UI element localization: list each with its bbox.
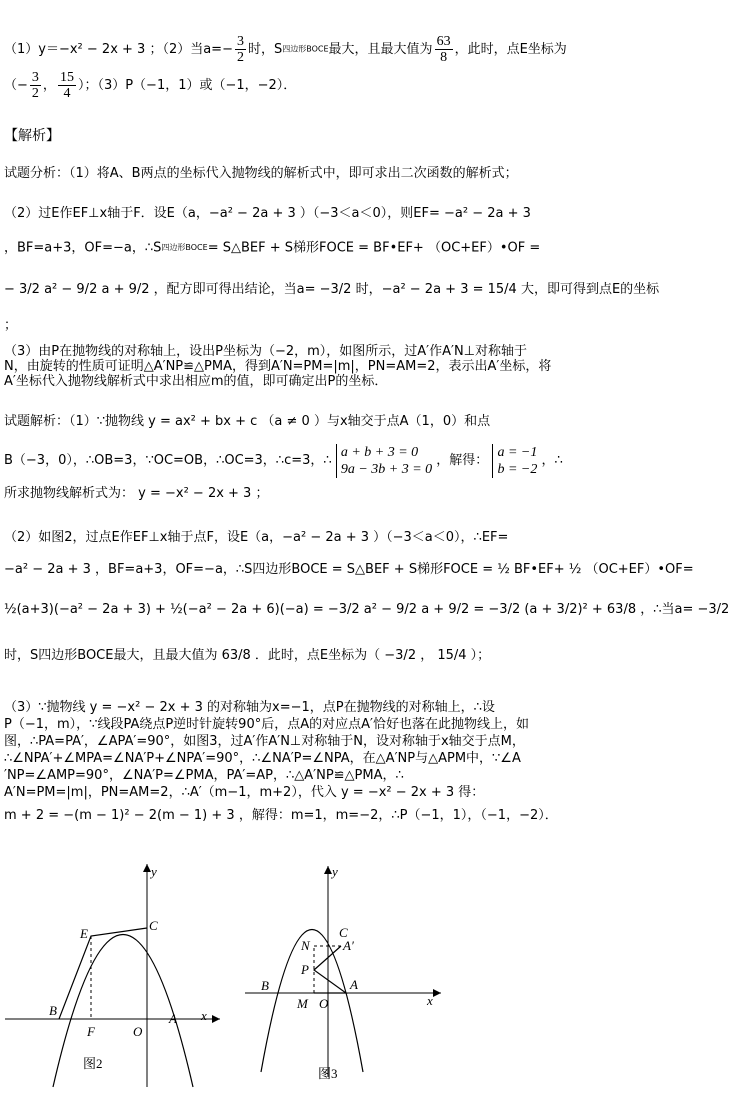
fraction-max: $\frac{63}{8}$ (436, 34, 451, 65)
fig2-caption: 图2 (83, 1056, 103, 1071)
answer-part-2: 时，S (247, 42, 283, 57)
answer-part-7: ）；（3）P（−1，1）或（−1，−2）． (77, 78, 297, 93)
answer-part-6: ， (42, 78, 56, 93)
analysis-line-4: − 3/2 a² − 9/2 a + 9/2 ，配方即可得出结论，当a= −3/2 时，−a² − 2a + 3 = 15/4 大，即可得到点E的坐标 (4, 282, 660, 297)
answer-part-5: （ (4, 78, 18, 93)
fig3-label-o: O (319, 996, 329, 1011)
fig3-label-b: B (261, 978, 269, 993)
solution-line-10: 图，∴PA=PA′，∠APA′=90°，如图3，过A′作A′N⊥对称轴于N，设对称轴于x轴交于点M， (4, 734, 525, 749)
fraction-a-value: $\frac{3}{2}$ (236, 34, 244, 65)
fig3-label-m: M (297, 996, 308, 1011)
fig2-label-f: F (87, 1024, 95, 1039)
answer-part-1: （1）y＝−x² − 2x + 3 ；（2）当a= (4, 42, 223, 57)
solution-2a: B（−3，0），∴OB=3，∵OC=OB，∴OC=3，∴c=3，∴ (4, 453, 332, 468)
fig3-caption: 图3 (318, 1066, 338, 1081)
fraction-e-y: $\frac{15}{4}$ (59, 70, 74, 101)
system-2-eq-2: b = −2 (497, 462, 538, 477)
analysis-line-5: ； (4, 318, 18, 333)
analysis-line-3 (4, 240, 626, 257)
section-heading: 【解析】 (4, 128, 60, 144)
solution-line-4: （2）如图2，过点E作EF⊥x轴于点F，设E（a，−a² − 2a + 3 ）（−3＜a＜0），∴EF= (4, 530, 509, 545)
answer-part-4: ，此时，点E坐标为 (454, 42, 567, 57)
fig3-y-arrow (324, 866, 332, 874)
fig3-x-arrow (433, 989, 441, 997)
fig2-quad-lines (59, 928, 147, 1019)
solution-line-3: 所求抛物线解析式为： y = −x² − 2x + 3 ； (4, 486, 269, 501)
answer-a-sign: − (222, 42, 233, 57)
solution-line-14: m + 2 = −(m − 1)² − 2(m − 1) + 3 ，解得：m=1，m=−2，∴P（−1，1），（−1，−2）． (4, 808, 558, 823)
solution-line-9: P（−1，m），∵线段PA绕点P逆时针旋转90°后，点A的对应点A′恰好也落在此抛物线上，如 (4, 717, 529, 732)
solution-line-11: ∴∠NPA′+∠MPA=∠NA′P+∠NPA′=90°，∴∠NA′P=∠NPA，在△A′NP与△APM中，∵∠A (4, 751, 521, 766)
figure-3 (245, 862, 445, 1087)
system-1-eq-2: 9a − 3b + 3 = 0 (340, 462, 433, 477)
figure-2 (5, 862, 245, 1092)
solution-line-5: −a² − 2a + 3 ，BF=a+3，OF=−a，∴S四边形BOCE = S△BEF + S梯形FOCE = ½ BF•EF+ ½ （OC+EF）•OF= (4, 562, 694, 577)
analysis-3b: = S△BEF + S梯形FOCE = (207, 240, 370, 256)
analysis-3d: （OC+EF）•OF = (427, 240, 541, 256)
analysis-3a: ，BF=a+3，OF=−a，∴S (4, 240, 162, 256)
solution-line-7: 时，S四边形BOCE最大，且最大值为 63/8 ．此时，点E坐标为（ −3/2 ， 15/4 ）； (4, 648, 491, 663)
answer-line-1 (4, 34, 626, 65)
analysis-line-8: A′坐标代入抛物线解析式中求出相应m的值，即可确定出P的坐标． (4, 374, 388, 389)
solution-line-2 (4, 444, 626, 480)
analysis-line-1: 试题分析：（1）将A、B两点的坐标代入抛物线的解析式中，即可求出二次函数的解析式； (4, 166, 518, 181)
system-1-eq-1: a + b + 3 = 0 (340, 445, 419, 460)
equation-system-1 (336, 444, 432, 478)
solution-line-6: ½(a+3)(−a² − 2a + 3) + ½(−a² − 2a + 6)(−a) = −3/2 a² − 9/2 a + 9/2 = −3/2 (a + 3/2)² + 63/8 ，∴当a= −3/2 (4, 602, 729, 617)
answer-line-2 (4, 70, 626, 101)
analysis-line-6: （3）由P在抛物线的对称轴上，设出P坐标为（−2，m），如图所示，过A′作A′N⊥对称轴于 (4, 344, 528, 359)
analysis-line-2: （2）过E作EF⊥x轴于F．设E（a，−a² − 2a + 3 ）（−3＜a＜0），则EF= −a² − 2a + 3 (4, 206, 531, 221)
equation-system-2 (492, 444, 537, 478)
solution-line-12: ′NP=∠AMP=90°，∠NA′P=∠PMA，PA′=AP，∴△A′NP≌△PMA，∴ (4, 768, 404, 783)
fig2-label-a: A (169, 1011, 177, 1026)
solution-line-13: A′N=PM=|m|，PN=AM=2，∴A′（m−1，m+2），代入 y = −x² − 2x + 3 得： (4, 785, 485, 800)
fig3-label-y: y (332, 864, 338, 879)
fig2-label-b: B (49, 1003, 57, 1018)
subscript-quad-2: 四边形BOCE (161, 243, 208, 252)
fig2-label-o: O (133, 1024, 143, 1039)
analysis-3c: BF•EF+ (373, 240, 424, 256)
fig3-label-n: N (301, 938, 310, 953)
fig3-label-a: A (350, 977, 358, 992)
subscript-quad: 四边形BOCE (282, 44, 329, 54)
solution-2c: ，解得： (436, 453, 489, 468)
fig2-label-y: y (151, 864, 157, 879)
analysis-line-7: N，由旋转的性质可证明△A′NP≌△PMA，得到A′N=PM=|m|，PN=AM=2，表示出A′坐标，将 (4, 359, 552, 374)
fig2-x-arrow (212, 1015, 220, 1023)
solution-line-1: 试题解析：（1）∵抛物线 y = ax² + bx + c （a ≠ 0 ）与x轴交于点A（1，0）和点 (4, 414, 491, 429)
answer-x-sign: − (17, 78, 28, 93)
fig2-label-x: x (201, 1008, 207, 1023)
fig3-label-x: x (427, 993, 433, 1008)
fig2-y-arrow (143, 864, 151, 872)
system-2-eq-1: a = −1 (497, 445, 538, 460)
fig3-label-a-prime: A′ (343, 938, 354, 953)
fig3-label-p: P (301, 962, 309, 977)
fig3-triangle-lines (314, 946, 346, 993)
fig2-label-e: E (80, 926, 88, 941)
solution-line-8: （3）∵抛物线 y = −x² − 2x + 3 的对称轴为x=−1，点P在抛物线的对称轴上，∴设 (4, 700, 495, 715)
solution-2e: ，∴ (541, 453, 563, 468)
fig2-label-c: C (149, 918, 158, 933)
fraction-e-x: $\frac{3}{2}$ (31, 70, 39, 101)
fig3-label-c: C (339, 925, 348, 940)
answer-part-3: 最大，且最大值为 (328, 42, 433, 57)
